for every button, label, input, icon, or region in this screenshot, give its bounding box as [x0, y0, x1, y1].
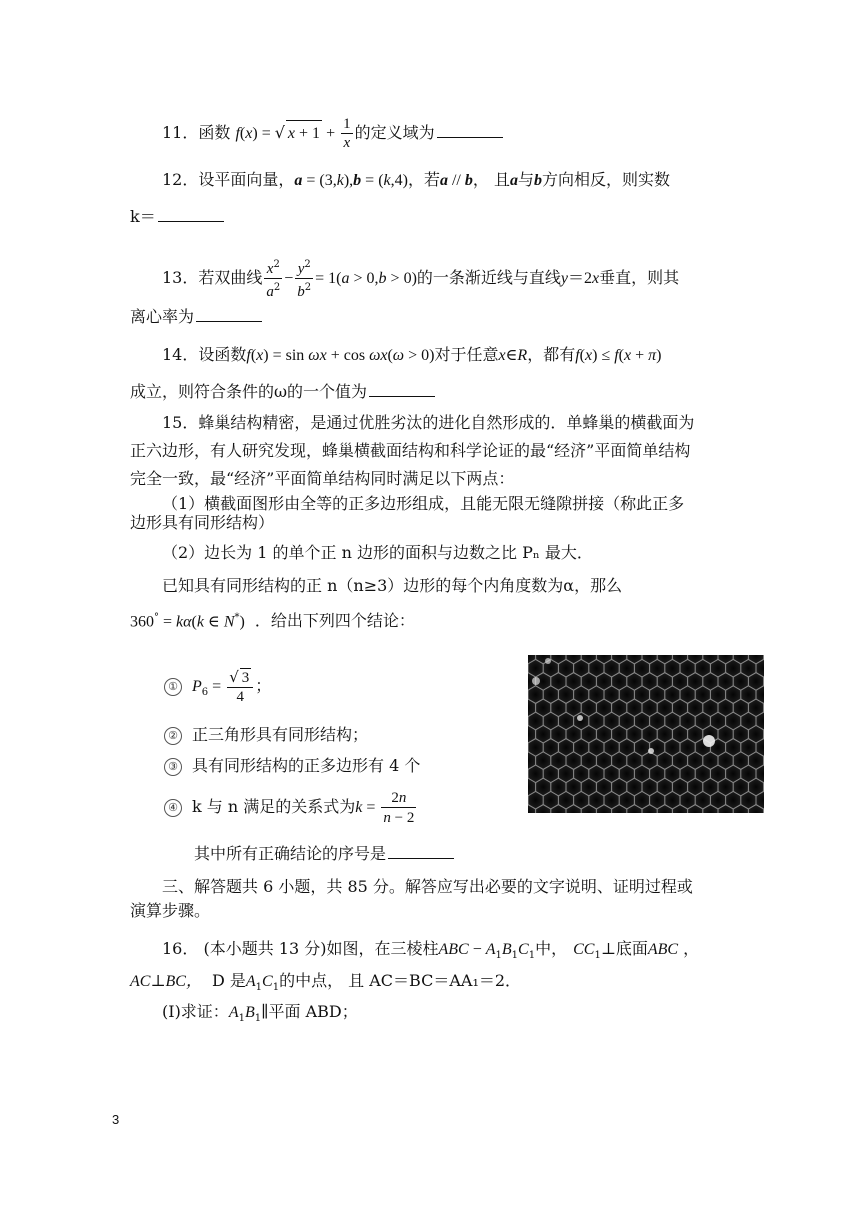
- q15-condition-2: （2）边长为 1 的单个正 n 边形的面积与边数之比 Pₙ 最大．: [162, 543, 593, 562]
- question-14: 14．设函数f(x) = sin ωx + cos ωx(ω > 0)对于任意x∈R，都有f(x) ≤ f(x + π): [162, 345, 662, 364]
- circled-number: ②: [164, 727, 182, 745]
- q15-final: 其中所有正确结论的序号是: [194, 842, 454, 866]
- q15-p2: 正六边形，有人研究发现，蜂巢横截面结构和科学论证的最“经济”平面简单结构: [130, 441, 691, 460]
- answer-blank[interactable]: [388, 844, 454, 859]
- q15-statement-3: ③ 具有同形结构的正多边形有 4 个: [164, 754, 420, 778]
- circled-number: ③: [164, 758, 182, 776]
- question-13-line2: 离心率为: [130, 305, 262, 329]
- section3-line1: 三、解答题共 6 小题，共 85 分。解答应写出必要的文字说明、证明过程或: [162, 877, 693, 896]
- q15-known: 已知具有同形结构的正 n（n≥3）边形的每个内角度数为α，那么: [162, 576, 623, 595]
- question-14-line2: 成立，则符合条件的ω的一个值为: [130, 380, 435, 404]
- page-number: 3: [112, 1112, 120, 1127]
- question-11: 11．函数 f(x) = √ x + 1 + $\frac{1}{x}$ 的定义域为: [162, 115, 503, 152]
- question-16-part1: (I)求证：$A_1B_1\parallel$平面 ABD；: [162, 1002, 358, 1025]
- question-13: 13．若双曲线 $\frac{x^2}{a^2}$ − $\frac{y^2}{b^2}$ = 1(a > 0,b > 0)的一条渐近线与直线y＝2x垂直，则其: [162, 256, 679, 301]
- circled-number: ①: [164, 678, 182, 696]
- question-12-line2: k＝: [130, 205, 224, 229]
- question-12: 12．设平面向量，a = (3,k),b = (k,4)，若a // b， 且a与b方向相反，则实数: [162, 170, 670, 189]
- q15-condition-1b: 边形具有同形结构）: [130, 513, 275, 532]
- q15-p1: 15．蜂巢结构精密，是通过优胜劣汰的进化自然形成的．单蜂巢的横截面为: [162, 413, 695, 432]
- answer-blank[interactable]: [369, 382, 435, 397]
- honeycomb-photo: [528, 655, 764, 813]
- q15-statement-2: ② 正三角形具有同形结构；: [164, 723, 368, 747]
- q11-text: 11．函数: [162, 123, 231, 142]
- q15-statement-4: ④ k 与 n 满足的关系式为k = $\frac{2n}{n - 2}$: [164, 787, 418, 828]
- answer-blank[interactable]: [437, 123, 503, 138]
- question-16-line2: AC⊥BC， D 是$A_1C_1$的中点， 且 AC＝BC＝AA₁＝2．: [130, 971, 522, 994]
- q15-statement-1: ① $P_6$ = $\frac{√ 3}{4}$ ；: [164, 666, 271, 713]
- question-16: 16． (本小题共 13 分)如图，在三棱柱ABC − $A_1B_1C_1$中， $CC_1\perp$底面ABC ，: [162, 939, 700, 962]
- q15-condition-1a: （1）横截面图形由全等的正多边形组成，且能无限无缝隙拼接（称此正多: [162, 494, 685, 513]
- q15-p3: 完全一致，最“经济”平面简单结构同时满足以下两点：: [130, 469, 515, 488]
- answer-blank[interactable]: [158, 207, 224, 222]
- q15-formula: 360° = kα(k ∈ N*) ．给出下列四个结论：: [130, 611, 415, 631]
- circled-number: ④: [164, 799, 182, 817]
- section3-line2: 演算步骤。: [130, 901, 211, 920]
- answer-blank[interactable]: [196, 307, 262, 322]
